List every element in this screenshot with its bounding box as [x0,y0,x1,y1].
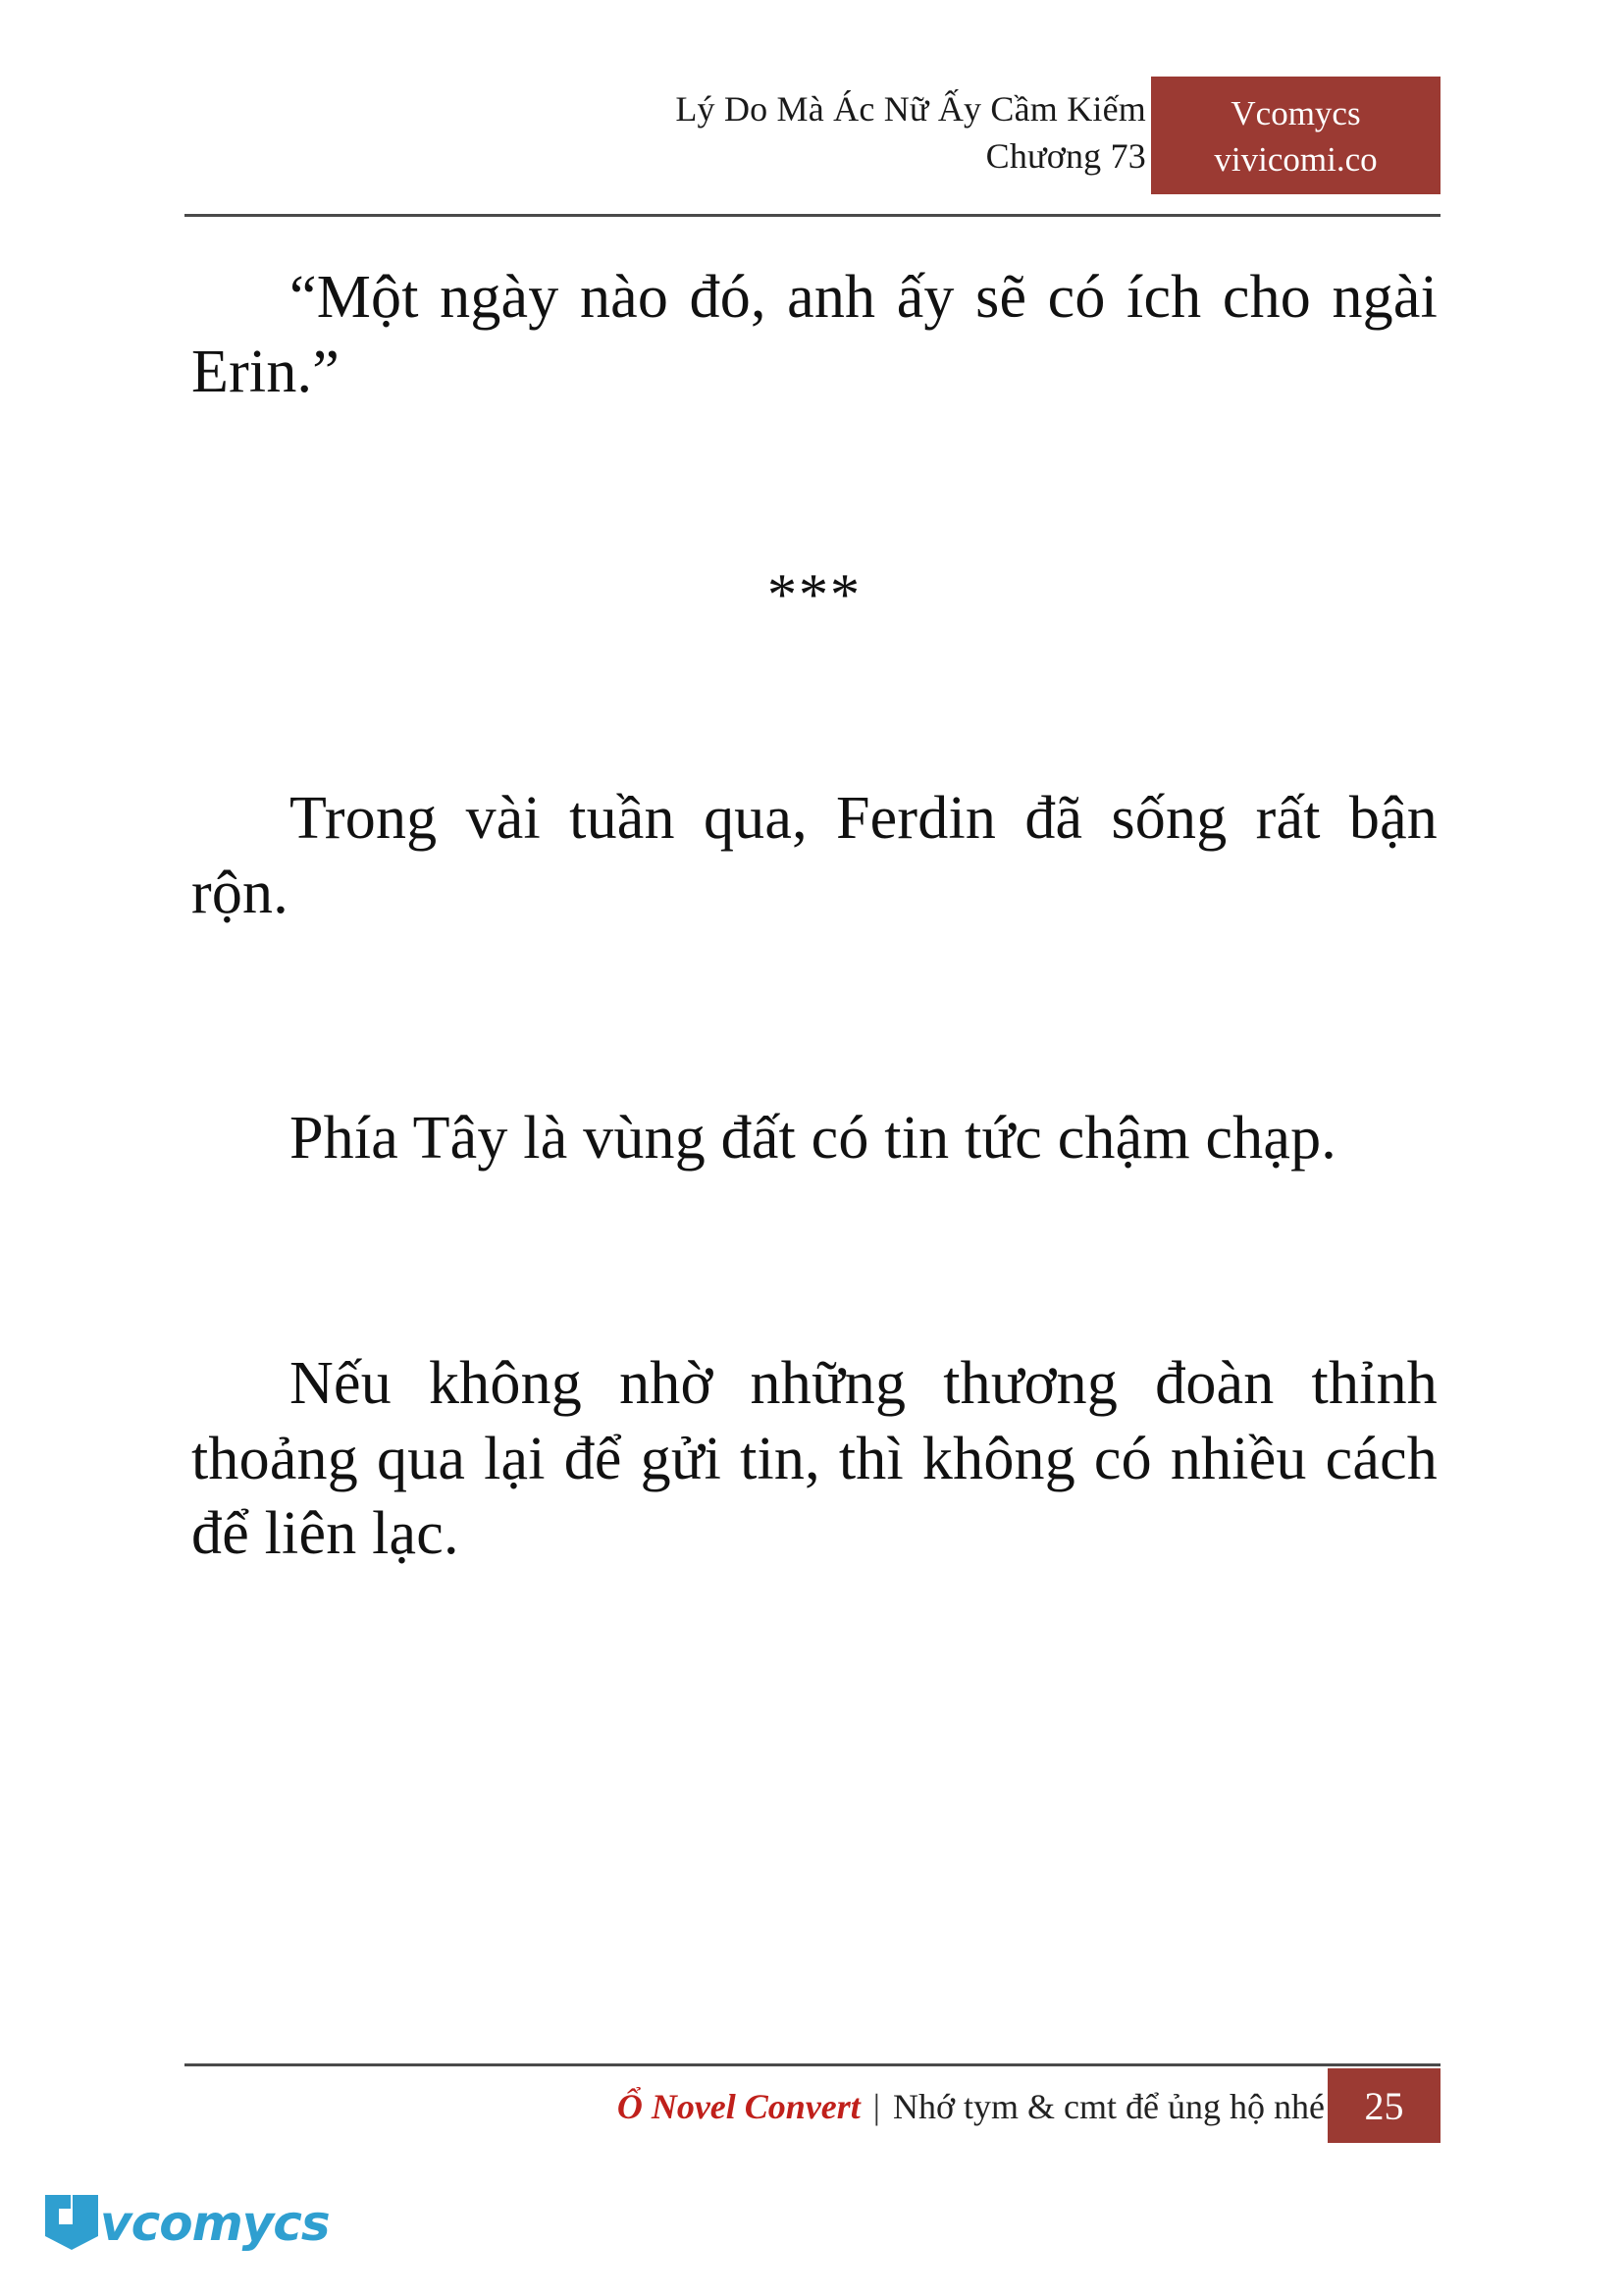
chapter-label: Chương 73 [985,135,1146,176]
page-number: 25 [1328,2068,1441,2143]
paragraph-2: Trong vài tuần qua, Ferdin đã sống rất bận rộn. [191,784,1438,926]
footer-separator: | [872,2087,881,2126]
footer-note: Nhớ tym & cmt để ủng hộ nhé [893,2087,1325,2126]
content-spacer [191,629,1438,781]
page-footer [184,2072,1441,2147]
footer-brand: Ổ Novel Convert [616,2087,861,2126]
book-title: Lý Do Mà Ác Nữ Ấy Cầm Kiếm [675,89,1146,129]
paragraph-3: Phía Tây là vùng đất có tin tức chậm chạp. [289,1105,1337,1172]
header-title-block [263,86,1146,181]
content-spacer [191,1209,1438,1346]
vcomycs-watermark [41,2189,330,2268]
content-spacer [191,443,1438,561]
footer-divider-rule [184,2063,1441,2066]
watermark-logo-icon [43,2191,100,2252]
header-divider-rule [184,214,1441,217]
paragraph-quote: “Một ngày nào đó, anh ấy sẽ có ích cho ngài Erin.” [191,264,1438,406]
site-badge-name: Vcomycs [1231,94,1361,132]
site-badge [1151,77,1441,194]
content-spacer [191,964,1438,1101]
site-badge-url: vivicomi.co [1214,140,1378,180]
paragraph-4: Nếu không nhờ những thương đoàn thỉnh thoảng qua lại để gửi tin, thì không có nhiều cách để liên lạc. [191,1350,1438,1567]
page-header [184,86,1441,214]
footer-text-block [245,2080,1325,2133]
page-content [191,260,1438,1604]
scene-break: *** [767,561,862,627]
watermark-text: vcomycs [100,2195,330,2252]
